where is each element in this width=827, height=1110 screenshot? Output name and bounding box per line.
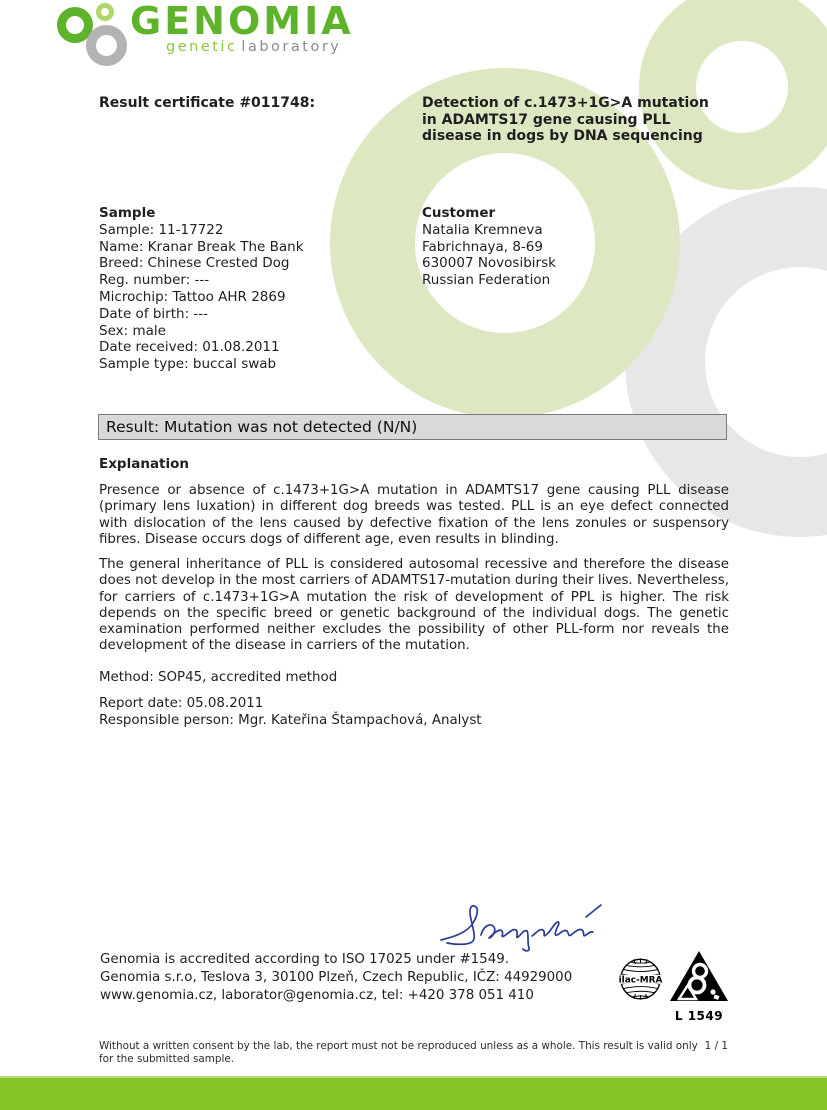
sample-line: Date received: 01.08.2011 xyxy=(99,339,280,356)
ilac-mra-logo xyxy=(617,954,664,1006)
certificate-number: Result certificate #011748: xyxy=(99,95,316,111)
brand-tagline xyxy=(166,39,341,56)
brand-name: GENOMIA xyxy=(130,0,354,43)
footer-contact xyxy=(100,951,572,1005)
ilac-mra-icon xyxy=(617,954,664,1006)
logo-circle-gray-icon xyxy=(86,25,127,66)
sample-section xyxy=(99,205,409,373)
method-line: Method: SOP45, accredited method xyxy=(99,670,338,685)
sample-line: Name: Kranar Break The Bank xyxy=(99,238,304,255)
customer-line: 630007 Novosibirsk xyxy=(422,255,556,272)
disclaimer-text: Without a written consent by the lab, the report must not be reproduced unless as a whole. This result is valid only for the submitted sample. xyxy=(99,1040,698,1065)
footer-line: Genomia s.r.o, Teslova 3, 30100 Plzeň, Czech Republic, IČZ: 44929000 xyxy=(100,970,573,985)
disclaimer xyxy=(99,1040,728,1066)
sample-line: Microchip: Tattoo AHR 2869 xyxy=(99,288,286,305)
sample-line: Reg. number: --- xyxy=(99,272,210,289)
signature-image xyxy=(433,893,613,955)
customer-line: Fabrichnaya, 8-69 xyxy=(422,238,543,255)
genomia-logo xyxy=(54,0,374,65)
report-date: Report date: 05.08.2011 xyxy=(99,696,264,711)
signature-icon xyxy=(433,893,613,955)
explanation-paragraph-2: The general inheritance of PLL is considered autosomal recessive and therefore the disease does not develop in the most carriers of ADAMTS17-mutation during their lives. Nevertheless, for carriers of c.1473+1G>A mutation the risk of development of PPL is higher. The risk depends on the specific breed or genetic background of the individual dogs. The genetic examination performed neither excludes the possibility of other PLL-form nor reveals the development of the disease in carriers of the mutation. xyxy=(99,557,730,654)
result-box: Result: Mutation was not detected (N/N) xyxy=(98,414,727,440)
test-title: Detection of c.1473+1G>A mutation in ADAMTS17 gene causing PLL disease in dogs by DNA sequencing xyxy=(422,95,709,144)
responsible-person: Responsible person: Mgr. Kateřina Štampachová, Analyst xyxy=(99,712,482,728)
footer-line: www.genomia.cz, laborator@genomia.cz, tel: +420 378 051 410 xyxy=(100,988,534,1003)
page-number: 1 / 1 xyxy=(704,1040,728,1052)
footer-line: Genomia is accredited according to ISO 17025 under #1549. xyxy=(100,952,510,967)
customer-line: Natalia Kremneva xyxy=(422,221,543,238)
bottom-green-bar xyxy=(0,1076,827,1110)
cia-triangle-icon xyxy=(669,950,729,1002)
ilac-mra-label: ilac-MRA xyxy=(618,975,663,986)
sample-line: Sample: 11-17722 xyxy=(99,221,224,238)
customer-section xyxy=(422,205,722,289)
logo-circle-lightgreen-icon xyxy=(96,3,114,21)
accreditation-number: L 1549 xyxy=(674,1008,724,1023)
report-meta xyxy=(99,696,482,729)
sample-line: Sample type: buccal swab xyxy=(99,356,277,373)
customer-heading: Customer xyxy=(422,205,496,221)
explanation-heading: Explanation xyxy=(99,456,190,472)
customer-line: Russian Federation xyxy=(422,272,551,289)
sample-heading: Sample xyxy=(99,205,156,221)
cia-accreditation-logo xyxy=(668,950,730,1023)
tagline-genetic: genetic xyxy=(166,39,238,55)
sample-line: Breed: Chinese Crested Dog xyxy=(99,255,290,272)
tagline-laboratory: laboratory xyxy=(241,39,342,55)
sample-line: Sex: male xyxy=(99,322,166,339)
sample-line: Date of birth: --- xyxy=(99,305,209,322)
explanation-paragraph-1: Presence or absence of c.1473+1G>A mutation in ADAMTS17 gene causing PLL disease (primary lens luxation) in different dog breeds was tested. PLL is an eye defect connected with dislocation of the lens caused by defective fixation of the lens zonules or suspensory fibres. Disease occurs dogs of different age, even results in blinding. xyxy=(99,483,729,547)
